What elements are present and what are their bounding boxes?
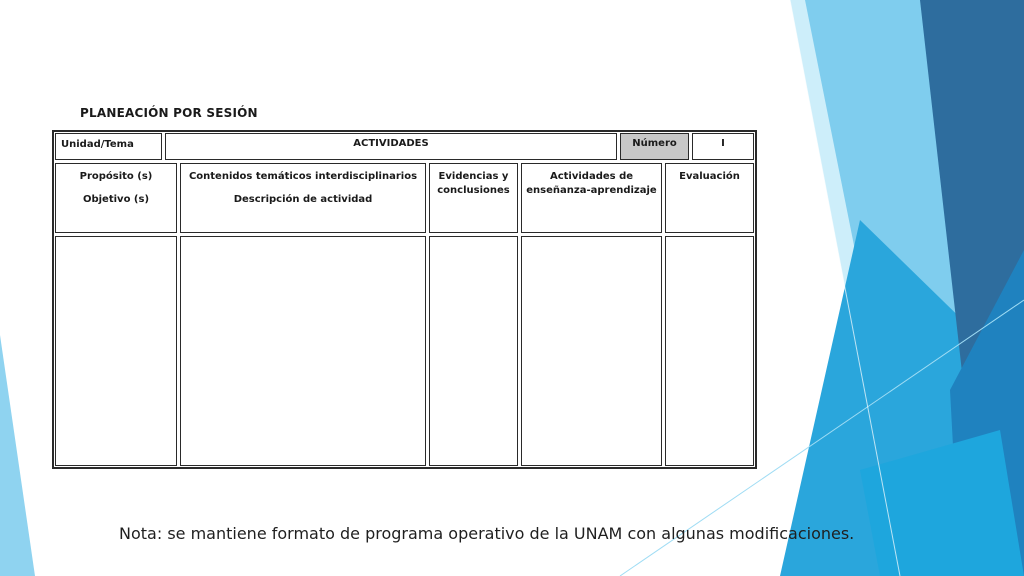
purpose-body-cell (55, 236, 177, 466)
contents-body-cell (180, 236, 426, 466)
contents-label: Contenidos temáticos interdisciplinarios (188, 171, 418, 182)
contents-header-cell (180, 163, 426, 233)
evaluation-label: Evaluación (679, 171, 740, 182)
activities-cell (165, 133, 617, 160)
number-label: Número (632, 138, 677, 149)
unit-topic-cell (55, 133, 162, 160)
activities-label: ACTIVIDADES (353, 138, 429, 149)
left-accent-shape (0, 335, 35, 576)
evaluation-body-cell (665, 236, 754, 466)
number-label-cell (620, 133, 689, 160)
teaching-header-cell (521, 163, 662, 233)
evidence-label-line1: Evidencias y (438, 171, 509, 182)
teaching-label-line1: Actividades de (549, 171, 634, 182)
evidence-body-cell (429, 236, 518, 466)
teaching-body-cell (521, 236, 662, 466)
number-value-cell (692, 133, 754, 160)
purpose-header-cell (55, 163, 177, 233)
footnote-text: Nota: se mantiene formato de programa operativo de la UNAM con algunas modificaciones. (119, 524, 855, 543)
evidence-header-cell (429, 163, 518, 233)
number-value: I (721, 138, 725, 149)
objective-label: Objetivo (s) (82, 194, 150, 205)
purpose-label: Propósito (s) (79, 171, 153, 182)
form-title: PLANEACIÓN POR SESIÓN (80, 106, 258, 120)
evaluation-header-cell (665, 163, 754, 233)
evidence-label-line2: conclusiones (437, 185, 510, 196)
activity-description-label: Descripción de actividad (233, 194, 373, 205)
unit-topic-label: Unidad/Tema (61, 139, 134, 150)
teaching-label-line2: enseñanza-aprendizaje (526, 185, 657, 196)
